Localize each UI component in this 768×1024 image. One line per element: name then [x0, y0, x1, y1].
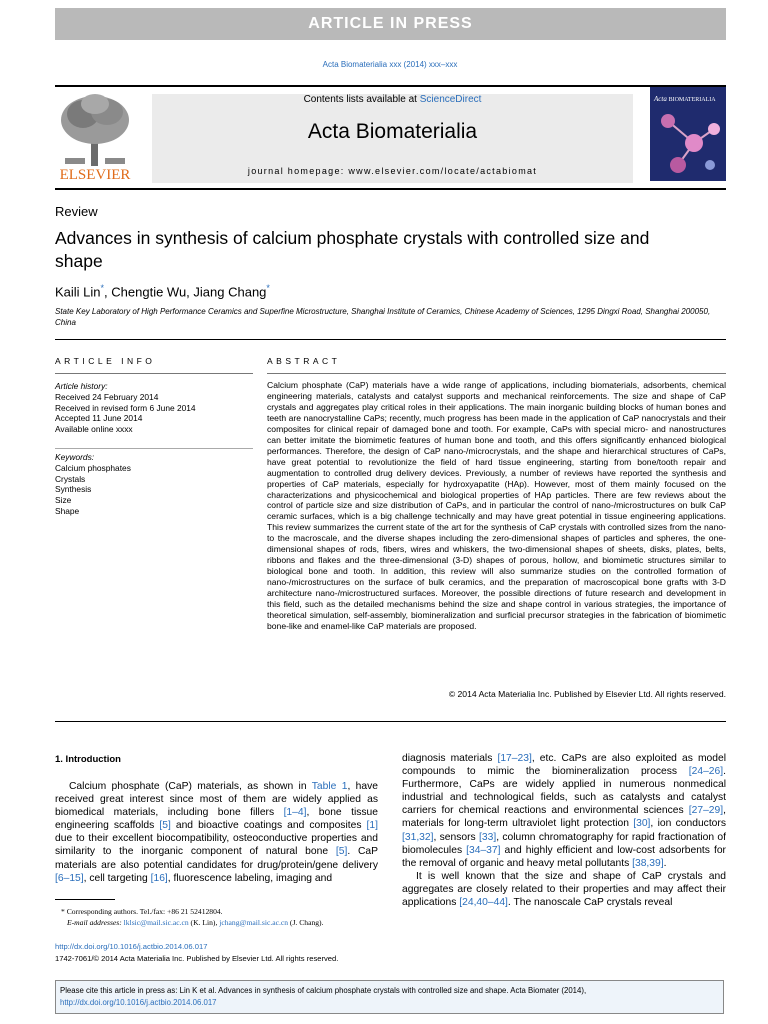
journal-homepage[interactable]: journal homepage: www.elsevier.com/locate/actabiomat	[247, 166, 538, 176]
history-item: Received 24 February 2014	[55, 391, 159, 402]
abstract-copyright: © 2014 Acta Materialia Inc. Published by Elsevier Ltd. All rights reserved.	[448, 689, 726, 699]
citation-link[interactable]: [30]	[633, 818, 651, 830]
abstract-heading: ABSTRACT	[267, 356, 341, 366]
cite-doi-link[interactable]: http://dx.doi.org/10.1016/j.actbio.2014.06.017	[60, 998, 217, 1007]
cover-title: Acta BIOMATERIALIA	[654, 95, 716, 103]
author-name: Kaili Lin	[55, 284, 101, 300]
citation-link[interactable]: [34–37]	[466, 844, 501, 856]
body-column-right	[402, 752, 726, 909]
divider	[55, 339, 726, 340]
email-link[interactable]: lklsic@mail.sic.ac.cn	[123, 918, 189, 927]
elsevier-logo	[55, 90, 135, 185]
citation-link[interactable]: [31,32]	[402, 831, 434, 843]
keyword: Size	[55, 495, 72, 506]
citation-link[interactable]: [27–29]	[688, 805, 724, 817]
citation-link[interactable]: [1]	[366, 820, 378, 832]
footnotes	[55, 906, 385, 928]
body-column-left: Calcium phosphate (CaP) materials, as shown in Table 1, have received great interest since most of them are widely applied as biomedical materials, including bone fillers [1–4], bone tissue engineering scaffolds [5] and bioactive coatings and composites [1] due to their excellent biocompatibility, osteoconductive properties and similarity to the inorganic component of natural bone [5]. CaP materials are also potential candidates for drug/protein/gene delivery [6–15], cell targeting [16], fluorescence labeling, imaging and	[55, 781, 378, 884]
journal-title: Acta Biomaterialia	[307, 120, 478, 143]
header-rule-bottom	[55, 188, 726, 190]
history-item: Accepted 11 June 2014	[55, 413, 143, 424]
table-reference-link[interactable]: Table 1	[311, 781, 348, 792]
affiliation: State Key Laboratory of High Performance Ceramics and Superfine Microstructure, Shanghai Institute of Ceramics, Chinese Academy of Sciences, 1295 Dingxi Road, Shanghai 200050, China	[55, 307, 711, 327]
paragraph: It is well known that the size and shape of CaP crystals and aggregates are closely related to their properties and may affect their applications [24,40–44]. The nanoscale CaP crystals reveal	[402, 870, 726, 909]
issn-copyright: 1742-7061/© 2014 Acta Materialia Inc. Published by Elsevier Ltd. All rights reserved.	[55, 953, 339, 963]
citation-link[interactable]: [24,40–44]	[459, 897, 508, 909]
footnote-rule	[55, 899, 115, 900]
divider	[55, 721, 726, 722]
article-info-heading: ARTICLE INFO	[55, 356, 156, 366]
keyword: Crystals	[55, 473, 86, 484]
history-label: Article history:	[55, 381, 108, 391]
author-list	[55, 283, 270, 299]
cite-box	[55, 980, 724, 1014]
cite-text: Please cite this article in press as: Lin K et al. Advances in synthesis of calcium phosphate crystals with controlled size and shape. Acta Biomater (2014),	[60, 986, 587, 995]
history-item: Available online xxxx	[55, 424, 133, 435]
paragraph: diagnosis materials [17–23], etc. CaPs are also exploited as model compounds to mimic the biomineralization process [24–26]. Furthermore, CaPs are widely applied in numerous nonmedical industrial and technological fields, such as catalysts and catalyst carriers for chemical reactions and environmental sciences [27–29], materials for long-term ultraviolet light protection [30], ion conductors [31,32], sensors [33], column chromatography for rapid fractionation of biomolecules [34–37] and highly efficient and low-cost adsorbents for the removal of organic and heavy metal pollutants [38,39].	[402, 753, 727, 869]
keywords	[55, 452, 255, 517]
citation-link[interactable]: [17–23]	[497, 753, 532, 764]
email-footnote: E-mail addresses: lklsic@mail.sic.ac.cn (K. Lin), jchang@mail.sic.ac.cn (J. Chang).	[67, 918, 324, 927]
contents-prefix: Contents lists available at	[303, 94, 420, 105]
citation-link[interactable]: [38,39]	[632, 857, 664, 869]
divider	[267, 373, 726, 374]
article-title: Advances in synthesis of calcium phosphate crystals with controlled size and shape	[55, 228, 650, 271]
corresponding-footnote: * Corresponding authors. Tel./fax: +86 21 52412804.	[61, 907, 223, 916]
elsevier-wordmark: ELSEVIER	[59, 167, 131, 183]
contents-line	[152, 94, 633, 105]
citation-link[interactable]: [5]	[159, 820, 171, 832]
email-link[interactable]: jchang@mail.sic.ac.cn	[219, 918, 289, 927]
journal-cover-image	[650, 87, 726, 181]
citation-link[interactable]: [33]	[479, 831, 497, 843]
corresponding-author-mark[interactable]: *	[100, 283, 105, 293]
citation-link[interactable]: [16]	[150, 872, 168, 884]
author-names: , Chengtie Wu, Jiang Chang	[104, 284, 267, 300]
doi-link[interactable]: http://dx.doi.org/10.1016/j.actbio.2014.06.017	[55, 942, 208, 951]
divider	[55, 448, 253, 449]
keyword: Shape	[55, 505, 80, 516]
article-in-press-banner: ARTICLE IN PRESS	[55, 8, 726, 40]
divider	[55, 373, 253, 374]
keyword: Calcium phosphates	[55, 462, 131, 473]
keywords-label: Keywords:	[55, 452, 95, 462]
sciencedirect-link[interactable]: ScienceDirect	[419, 94, 482, 105]
journal-citation-link[interactable]: Acta Biomaterialia xxx (2014) xxx–xxx	[322, 60, 458, 69]
header-rule-top	[55, 85, 726, 87]
section-type: Review	[55, 204, 98, 219]
corresponding-author-mark[interactable]: *	[266, 283, 270, 293]
citation-link[interactable]: [5]	[335, 846, 348, 858]
citation-link[interactable]: [24–26]	[688, 766, 724, 778]
article-history	[55, 381, 255, 435]
citation-link[interactable]: [6–15]	[55, 872, 84, 884]
history-item: Received in revised form 6 June 2014	[55, 402, 196, 413]
citation-link[interactable]: [1–4]	[283, 807, 307, 819]
abstract-text: Calcium phosphate (CaP) materials have a wide range of applications, including biomaterials, adsorbents, chemical engineering materials, catalysts and catalyst supports and mechanical reinforcements. The size and shape of CaP crystals and aggregates play critical roles in their applications. The main inorganic building blocks of human bones and teeth are nanocrystalline CaPs; recently, much progress has been made in the application of CaP nanocrystals and their composites for clinical repair of damaged bone and tooth. For example, CaPs with special micro- and nanostructures can better imitate the biomimetic features of human bone and tooth, and this offers significantly enhanced biological performances. Therefore, the design of CaP nano-/microcrystals, and the shape and hierarchical structures of CaPs, have great potential to revolutionize the field of hard tissue engineering, starting from bone/tooth repair and augmentation to controlled drug delivery devices. Previously, a number of reviews have reported the synthesis and properties of CaP materials, especially for hydroxyapatite (HAp). However, most of them mainly focused on the characterizations and physicochemical and biological properties of HAp particles. There are few reviews about the control of particle size and size distribution of CaPs, and in particular the control of nano-/microstructures on bulk CaP ceramic surfaces, which is a big challenge technically and may have great potential in tissue engineering applications. This review summarizes the current state of the art for the synthesis of CaP crystals with controlled sizes from the nano- to the macroscale, and the diverse shapes including the zero-dimensional shapes of particles and spheres, the one-dimensional shapes of rods, fibers, wires and whiskers, the two-dimensional shapes of sheets, disks, plates, belts, ribbons and flakes and the three-dimensional (3-D) shapes of porous, hollow, and biomimetic structures similar to biological bone and tooth. In addition, this review will also summarize studies on the controlled formation of nano-/microstructures on the surface of bulk ceramics, and the preparation of macroscopical bone grafts with 3-D architecture nano-/microstructured surfaces. Moreover, the possible directions of future research and development in this field, such as the detailed mechanisms behind the size and shape control in various strategies, the importance of theoretical simulation, self-assembly, biomineralization and surficial precursor strategies in the fabrication of biomimetic bone-like and enamel-like CaP materials are proposed.	[267, 380, 726, 631]
keyword: Synthesis	[55, 484, 92, 495]
doi-block	[55, 941, 455, 964]
section-heading: 1. Introduction	[55, 754, 121, 765]
